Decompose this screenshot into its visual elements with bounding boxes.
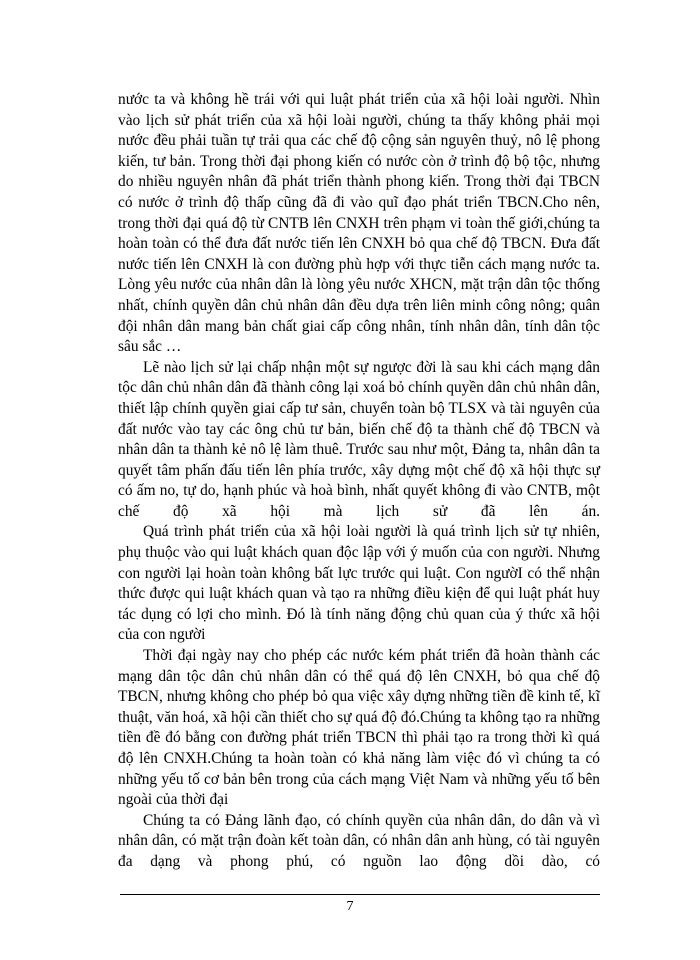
paragraph-3: Quá trình phát triển của xã hội loài người là quá trình lịch sử tự nhiên, phụ thuộc vào qui luật khách quan độc lập với ý muốn của con người. Nhưng con người lại hoàn toàn không bất lực trước qui luật. Con ngườI có thể nhận thức được qui luật khách quan và tạo ra những điều kiện để qui luật phát huy tác dụng có lợi cho mình. Đó là tính năng động chủ quan của ý thức xã hội của con người [118, 523, 600, 644]
document-body [118, 90, 600, 873]
paragraph-2: Lẽ nào lịch sử lại chấp nhận một sự ngược đời là sau khi cách mạng dân tộc dân chủ nhân dân đã thành công lại xoá bỏ chính quyền dân chủ nhân dân, thiết lập chính quyền giai cấp tư sản, chuyển toàn bộ TLSX và tài nguyên của đất nước vào tay các ông chủ tư bản, biến chế độ ta thành chế độ TBCN và nhân dân ta thành kẻ nô lệ làm thuê. Trước sau như một, Đảng ta, nhân dân ta quyết tâm phấn đấu tiến lên phía trước, xây dựng một chế độ xã hội thực sự có ấm no, tự do, hạnh phúc và hoà bình, nhất quyết không đi vào CNTB, một chế độ xã hội mà lịch sử đã lên án. [118, 358, 600, 520]
paragraph-5: Chúng ta có Đảng lãnh đạo, có chính quyền của nhân dân, do dân và vì nhân dân, có mặt trận đoàn kết toàn dân, có nhân dân anh hùng, có tài nguyên đa dạng và phong phú, có nguồn lao động dồi dào, có [118, 811, 600, 870]
footer-divider [120, 894, 600, 895]
paragraph-4: Thời đại ngày nay cho phép các nước kém phát triển đã hoàn thành các mạng dân tộc dân chủ nhân dân có thể quá độ lên CNXH, bỏ qua chế độ TBCN, nhưng không cho phép bỏ qua việc xây dựng những tiền đề kinh tế, kĩ thuật, văn hoá, xã hội cần thiết cho sự quá độ đó.Chúng ta không tạo ra những tiền đề đó bằng con đường phát triển TBCN thì phải tạo ra trong thời kì quá độ lên CNXH.Chúng ta hoàn toàn có khả năng làm việc đó vì chúng ta có những yếu tố cơ bản bên trong của cách mạng Việt Nam và những yếu tố bên ngoài của thời đại [118, 647, 600, 809]
page-number: 7 [346, 899, 354, 914]
paragraph-1: nước ta và không hề trái với qui luật phát triển của xã hội loài người. Nhìn vào lịch sử phát triển của xã hội loài người, chúng ta thấy không phải mọi nước đều phải tuần tự trải qua các chế độ cộng sản nguyên thuỷ, nô lệ phong kiến, tư bản. Trong thời đại phong kiến có nước còn ở trình độ bộ tộc, nhưng do nhiều nguyên nhân đã phát triển thành phong kiến. Trong thời đại TBCN có nước ở trình độ thấp cũng đã đi vào quĩ đạo phát triển TBCN.Cho nên, trong thời đại quá độ từ CNTB lên CNXH trên phạm vi toàn thế giới,chúng ta hoàn toàn có thể đưa đất nước tiến lên CNXH bỏ qua chế độ TBCN. Đưa đất nước tiến lên CNXH là con đường phù hợp với thực tiễn cách mạng nước ta. Lòng yêu nước của nhân dân là lòng yêu nước XHCN, mặt trận dân tộc thống nhất, chính quyền dân chủ nhân dân đều dựa trên liên minh công nông; quân đội nhân dân mang bản chất giai cấp công nhân, tính nhân dân, tính dân tộc sâu sắc … [118, 91, 600, 356]
